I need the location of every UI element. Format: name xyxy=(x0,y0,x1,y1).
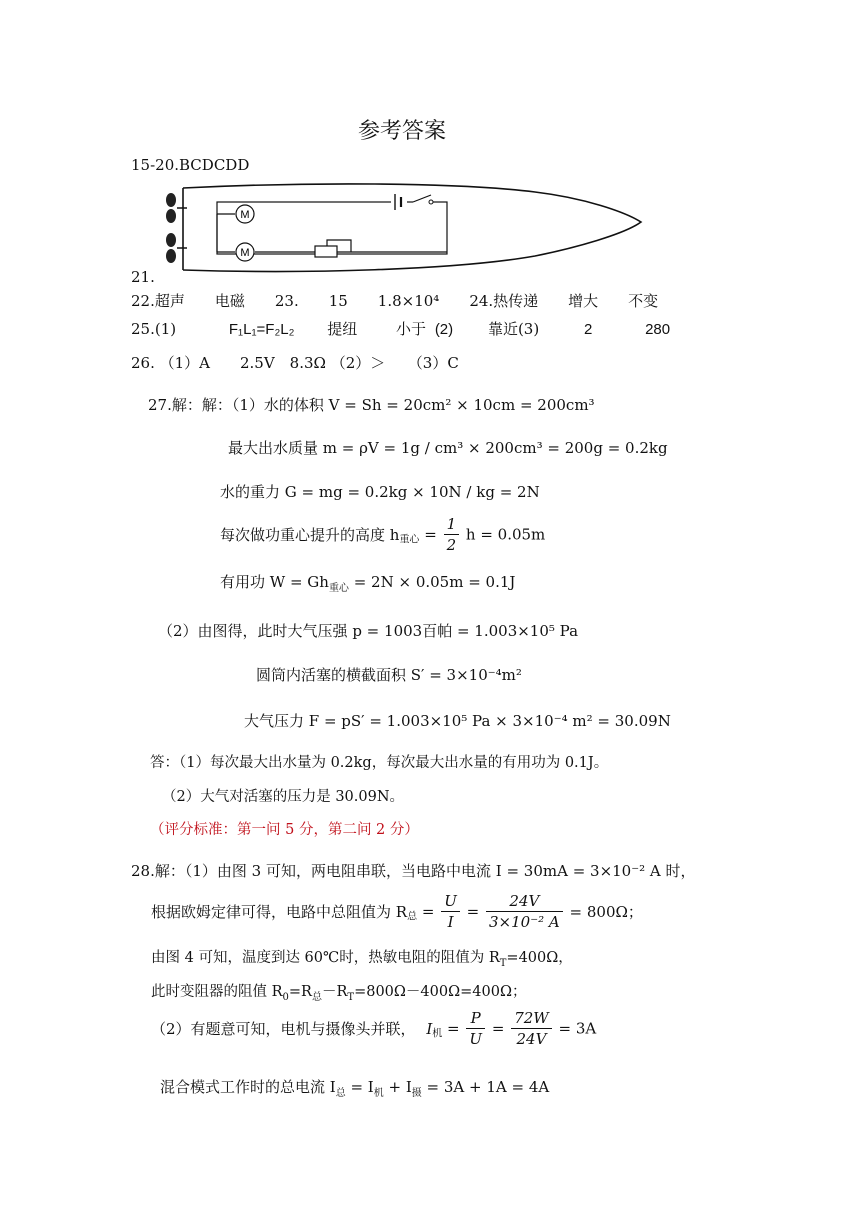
q28-line-4: 此时变阻器的阻值 $R_0=R_总-R_T=800\Omega-400\Omega=400\Omega$； xyxy=(151,984,527,1003)
a25-p2: 小于 xyxy=(396,320,427,338)
q27-line-5: 有用功 $W = Gh_{重心} = 2N \times 0.05m = 0.1J$ xyxy=(220,573,516,594)
q27-score-note: （评分标准：第一问 5 分，第二问 2 分） xyxy=(150,822,419,838)
q27-line-4: 每次做功重心提升的高度 $h_{重心}$ = $\frac{1}{2}$ h = 0.05m xyxy=(220,515,546,554)
q28-line-3: 由图 4 可知，温度到达 60℃时，热敏电阻的阻值为 $R_T=400\Omega$， xyxy=(151,950,573,969)
q28-line-6: 混合模式工作时的总电流 $I_总 = I_机 + I_摄 = 3A + 1A = 4A$ xyxy=(160,1078,550,1099)
q27-line-2: 最大出水质量 m = ρV = 1g / cm³ × 200cm³ = 200g = 0.2kg xyxy=(228,439,668,457)
q27-line-1: 27.解：解：（1）水的体积 V = Sh = 20cm² × 10cm = 200cm³ xyxy=(148,396,595,414)
answer-21: 21. xyxy=(131,268,155,286)
q27-answer-1: 答：（1）每次最大出水量为 0.2kg，每次最大出水量的有用功为 0.1J。 xyxy=(150,755,609,771)
propeller-top-icon xyxy=(166,193,187,223)
q27-line-3: 水的重力 G = mg = 0.2kg × 10N / kg = 2N xyxy=(220,483,540,501)
answer-15-20: 15-20.BCDCDD xyxy=(131,156,250,174)
a25-p3: (2) xyxy=(434,321,454,338)
q27-line-8: 大气压力 F = pS′ = 1.003×10⁵ Pa × 3×10⁻⁴ m² = 30.09N xyxy=(244,712,671,730)
answer-22-24: 22.超声 电磁 23. 15 1.8×10⁴ 24.热传递 增大 不变 xyxy=(131,292,659,310)
q27-line-7: 圆筒内活塞的横截面积 S′ = 3×10⁻⁴m² xyxy=(256,666,522,684)
a25-p4: 靠近(3) xyxy=(487,320,540,338)
a25-p1: 提纽 xyxy=(327,320,358,338)
q27-line-6: （2）由图得，此时大气压强 p = 1003百帕 = 1.003×10⁵ Pa xyxy=(158,622,579,640)
q27-answer-2: （2）大气对活塞的压力是 30.09N。 xyxy=(162,789,405,805)
a25-p5: 2 xyxy=(583,321,593,338)
propeller-bottom-icon xyxy=(166,233,187,263)
a25-p6: 280 xyxy=(645,321,671,338)
boat-circuit-diagram xyxy=(155,178,647,278)
q28-line-1: 28.解：（1）由图 3 可知，两电阻串联，当电路中电流 I = 30mA = 3×10⁻² A 时， xyxy=(131,862,696,880)
a25-num: 25.(1) xyxy=(131,320,177,338)
q28-line-2: 根据欧姆定律可得，电路中总阻值为 $R_总$ = $\frac{U}{I}$ = $\frac{24V}{\text{3×10⁻² A}}$ = 800Ω； xyxy=(151,892,643,931)
motor-1-label: M xyxy=(240,209,250,221)
answer-26: 26. （1）A 2.5V 8.3Ω （2）＞ （3）C xyxy=(131,354,459,372)
answer-25 xyxy=(131,318,670,339)
motor-2-label: M xyxy=(240,247,250,259)
a25-formula: F₁L₁=F₂L₂ xyxy=(228,321,295,338)
page-title: 参考答案 xyxy=(358,119,447,144)
q28-line-5: （2）有题意可知，电机与摄像头并联， $I_机$ = $\frac{P}{U}$ = $\frac{72W}{24V}$ = 3A xyxy=(151,1009,597,1048)
